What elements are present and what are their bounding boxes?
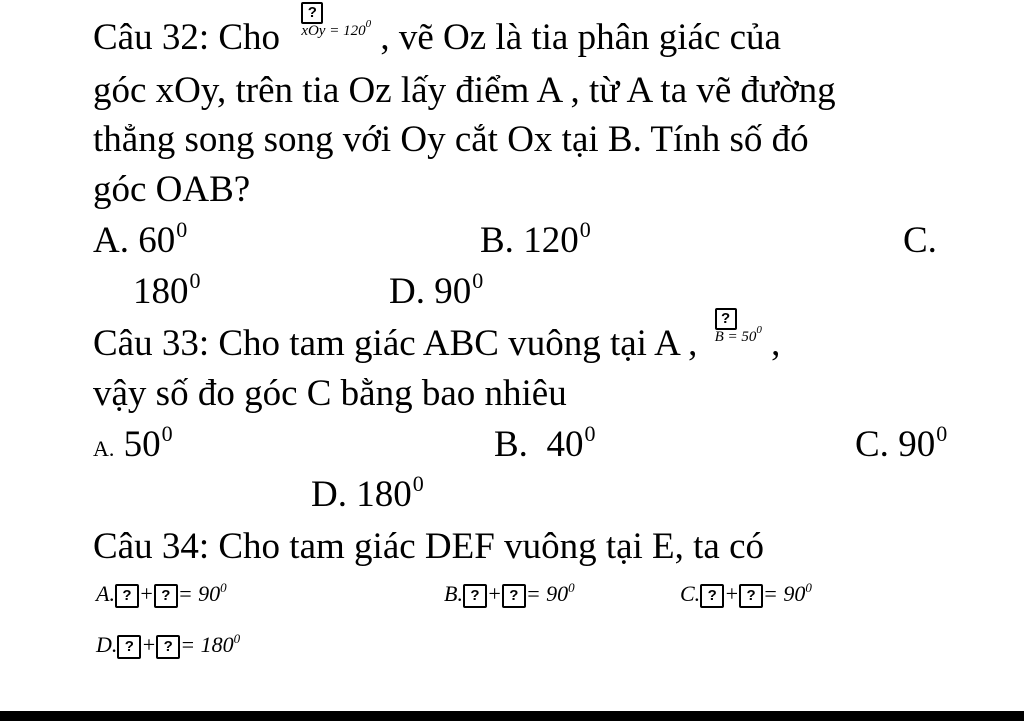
q32-line2: góc xOy, trên tia Oz lấy điểm A , từ A ta vẽ đường [93, 70, 836, 111]
q32-option-c-label[interactable]: C. [903, 220, 937, 261]
q32-option-c-value[interactable]: $180^0$ [133, 268, 201, 312]
q33-line1-prefix: Câu 33: Cho tam giác ABC vuông tại A , [93, 323, 698, 364]
q33-option-c[interactable]: C. $90^0$ [855, 421, 948, 465]
q32-line1-suffix: , vẽ Oz là tia phân giác của [380, 17, 781, 58]
q33-angle-formula: ? $^{B = 500}$ [714, 310, 762, 345]
q32-line3: thẳng song song với Oy cắt Ox tại B. Tính số đó [93, 119, 809, 160]
missing-image-icon: ? [463, 584, 487, 608]
missing-image-icon: ? [154, 584, 178, 608]
q32-line4: góc OAB? [93, 169, 251, 210]
bottom-border-bar [0, 711, 1024, 721]
missing-image-icon: ? [502, 584, 526, 608]
q33-line2: vậy số đo góc C bằng bao nhiêu [93, 373, 567, 414]
q32-option-d[interactable]: D. $90^0$ [389, 268, 484, 312]
q32-option-b[interactable]: B. $120^0$ [480, 217, 591, 261]
q34-option-b[interactable]: B. ? + ? = $90^0$ [444, 580, 575, 606]
missing-image-icon: ? [115, 584, 139, 608]
missing-image-icon: ? [739, 584, 763, 608]
missing-image-icon: ? [715, 308, 737, 330]
q33-option-d[interactable]: D. $180^0$ [311, 471, 424, 515]
q32-angle-formula: ? $^{xOy = 1200}$ [301, 4, 372, 39]
q34-option-a[interactable]: A. ? + ? = $90^0$ [96, 580, 227, 606]
q33-line1-suffix: , [771, 323, 781, 364]
q32-line1 [93, 4, 781, 68]
q32-option-a[interactable]: A. $60^0$ [93, 217, 188, 261]
missing-image-icon: ? [156, 635, 180, 659]
q33-line1 [93, 310, 781, 374]
q33-option-b[interactable]: B. $40^0$ [494, 421, 596, 465]
q34-option-c[interactable]: C. ? + ? = $90^0$ [680, 580, 812, 606]
q34-option-d[interactable]: D. ? + ? = $180^0$ [96, 631, 241, 657]
q34-line1: Câu 34: Cho tam giác DEF vuông tại E, ta có [93, 526, 765, 567]
q33-option-a[interactable]: A. $50^0$ [93, 421, 173, 465]
q32-line1-prefix: Câu 32: Cho [93, 17, 281, 58]
missing-image-icon: ? [301, 2, 323, 24]
missing-image-icon: ? [117, 635, 141, 659]
missing-image-icon: ? [700, 584, 724, 608]
